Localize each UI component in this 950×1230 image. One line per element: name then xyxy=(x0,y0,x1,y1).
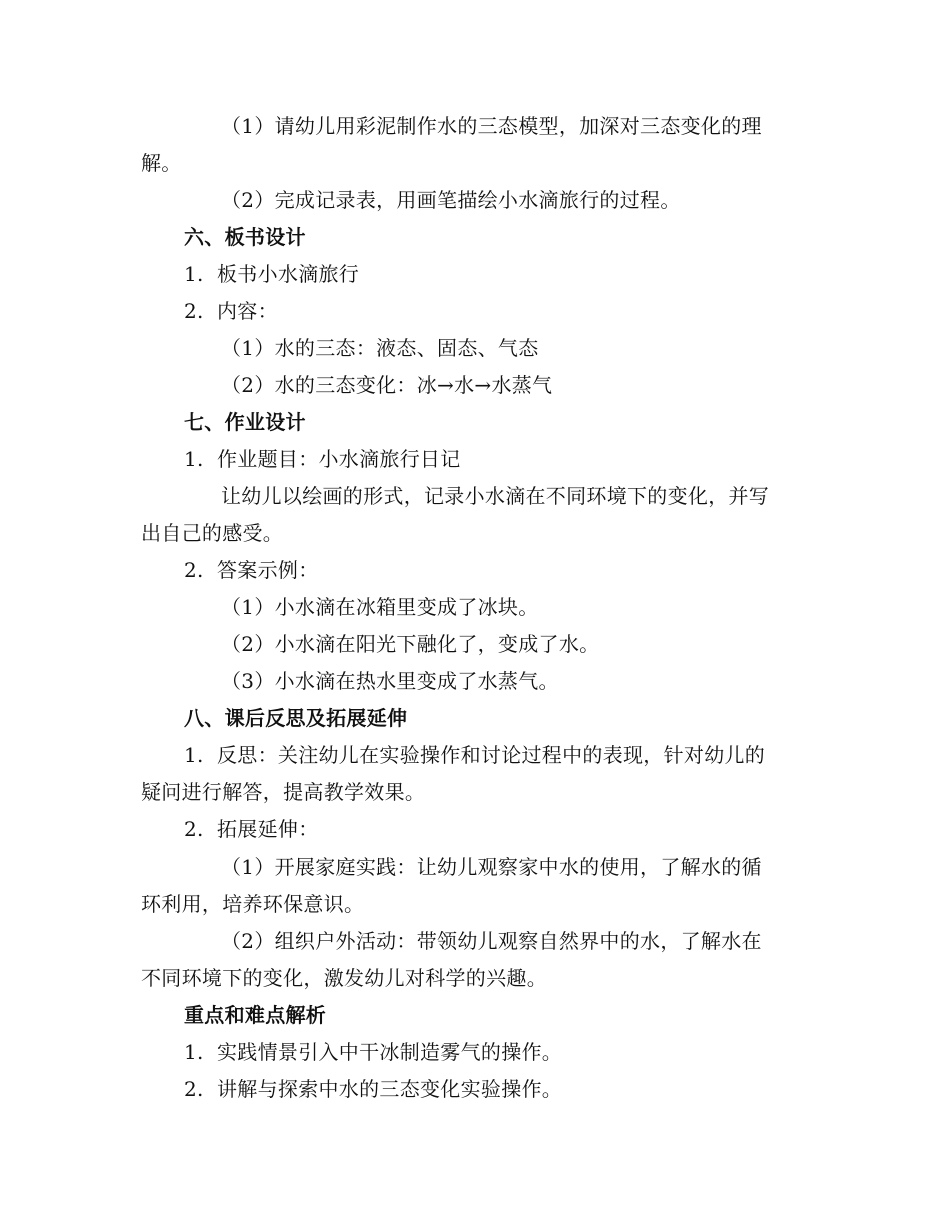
section-heading: 六、板书设计 xyxy=(184,225,306,249)
paragraph-line: 环利用，培养环保意识。 xyxy=(141,892,365,916)
item-number: 2. xyxy=(184,299,204,323)
paragraph-line: 出自己的感受。 xyxy=(141,521,284,545)
numbered-item xyxy=(184,737,854,774)
item-number: 1. xyxy=(184,447,204,471)
paragraph-line: （2）组织户外活动：带领幼儿观察自然界中的水，了解水在 xyxy=(221,929,762,953)
numbered-item xyxy=(184,293,854,330)
numbered-item xyxy=(184,811,854,848)
item-number: 1. xyxy=(184,1040,204,1064)
paragraph-line: （2）完成记录表，用画笔描绘小水滴旅行的过程。 xyxy=(221,188,681,212)
paragraph-line: 解。 xyxy=(141,151,182,175)
numbered-item xyxy=(184,552,854,589)
item-number: 2. xyxy=(184,817,204,841)
item-number: 2. xyxy=(184,1077,204,1101)
paragraph-line: 疑问进行解答，提高教学效果。 xyxy=(141,780,426,804)
numbered-item xyxy=(184,441,854,478)
item-text: 讲解与探索中水的三态变化实验操作。 xyxy=(217,1077,563,1101)
item-number: 1. xyxy=(184,743,204,767)
paragraph-line: （2）水的三态变化：冰→水→水蒸气 xyxy=(221,373,553,397)
item-text: 实践情景引入中干冰制造雾气的操作。 xyxy=(217,1040,563,1064)
item-number: 1. xyxy=(184,262,204,286)
paragraph-line: （1）水的三态：液态、固态、气态 xyxy=(221,336,539,360)
item-text: 板书小水滴旅行 xyxy=(217,262,360,286)
paragraph-line: （1）请幼儿用彩泥制作水的三态模型，加深对三态变化的理 xyxy=(221,114,762,138)
paragraph-line: （2）小水滴在阳光下融化了，变成了水。 xyxy=(221,632,600,656)
numbered-item xyxy=(184,256,854,293)
item-text: 拓展延伸： xyxy=(217,817,319,841)
item-text: 答案示例： xyxy=(217,558,319,582)
item-text: 反思：关注幼儿在实验操作和讨论过程中的表现，针对幼儿的 xyxy=(217,743,766,767)
section-heading: 重点和难点解析 xyxy=(184,1003,327,1027)
paragraph-line: 不同环境下的变化，激发幼儿对科学的兴趣。 xyxy=(141,966,547,990)
numbered-item xyxy=(184,1034,854,1071)
paragraph-line: 让幼儿以绘画的形式，记录小水滴在不同环境下的变化，并写 xyxy=(221,484,770,508)
paragraph-line: （1）开展家庭实践：让幼儿观察家中水的使用，了解水的循 xyxy=(221,855,762,879)
item-text: 作业题目：小水滴旅行日记 xyxy=(217,447,461,471)
paragraph-line: （3）小水滴在热水里变成了水蒸气。 xyxy=(221,669,559,693)
numbered-item xyxy=(184,1071,854,1108)
item-text: 内容： xyxy=(217,299,278,323)
item-number: 2. xyxy=(184,558,204,582)
section-heading: 七、作业设计 xyxy=(184,410,306,434)
paragraph-line: （1）小水滴在冰箱里变成了冰块。 xyxy=(221,595,539,619)
section-heading: 八、课后反思及拓展延伸 xyxy=(184,706,408,730)
